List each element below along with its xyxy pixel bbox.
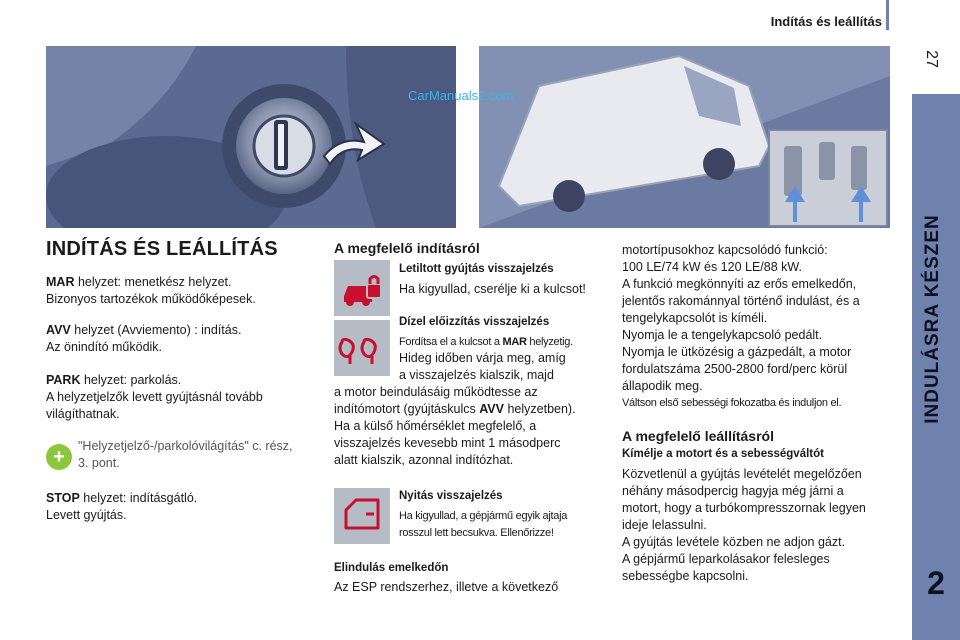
- chapter-tab-label: INDULÁSRA KÉSZEN: [922, 214, 943, 424]
- park-key: PARK: [46, 373, 81, 387]
- immobiliser-heading: Letiltott gyújtás visszajelzés: [399, 263, 554, 275]
- glow-plug-heading: Dízel előizzítás visszajelzés: [399, 316, 550, 328]
- mar-text2: Bizonyos tartozékok működőképesek.: [46, 292, 256, 306]
- glow-line1-key: MAR: [502, 336, 527, 348]
- glow-line5-c: helyzetben).: [503, 402, 576, 416]
- glow-line4: a motor beindulásáig működtesse az: [334, 385, 538, 399]
- right-line9: állapodik meg.: [622, 379, 703, 393]
- glow-line6: Ha a külső hőmérséklet megfelelő, a: [334, 419, 537, 433]
- info-line1: "Helyzetjelző-/parkolóvilágítás" c. rész,: [78, 439, 293, 453]
- stopping-section-title: A megfelelő leállításról: [622, 428, 774, 444]
- glow-line8: alatt kialszik, azonnal indítózhat.: [334, 453, 514, 467]
- right-line4: jelentős rakománnyal történő indulást, és a: [622, 294, 860, 308]
- mar-paragraph: [46, 274, 326, 308]
- stopping-subheading: Kímélje a motort és a sebességváltót: [622, 448, 824, 460]
- park-text: helyzet: parkolás.: [80, 373, 182, 387]
- door-line2: rosszul lett becsukva. Ellenőrizze!: [399, 527, 554, 539]
- right-line7: Nyomja le ütközésig a gázpedált, a motor: [622, 345, 852, 359]
- info-line2: 3. pont.: [78, 456, 120, 470]
- watermark: CarManuals2.com: [408, 88, 514, 103]
- hill-start-illustration: [479, 46, 890, 228]
- glow-line1-c: helyzetig.: [526, 336, 573, 348]
- plus-info-icon: +: [46, 444, 72, 470]
- stop-key: STOP: [46, 491, 80, 505]
- mar-text: helyzet: menetkész helyzet.: [74, 275, 232, 289]
- glow-line1: [399, 334, 573, 351]
- right-line3: A funkció megkönnyíti az erős emelkedőn,: [622, 277, 857, 291]
- door-heading: Nyitás visszajelzés: [399, 490, 503, 502]
- info-note: [46, 436, 326, 480]
- glow-line1-a: Fordítsa el a kulcsot a: [399, 336, 503, 348]
- right-line1: motortípusokhoz kapcsolódó funkció:: [622, 243, 828, 257]
- van-pedals-drawing: [479, 46, 890, 228]
- header-title: Indítás és leállítás: [770, 14, 882, 29]
- glow-line3: a visszajelzés kialszik, majd: [399, 368, 554, 382]
- avv-text2: Az önindító működik.: [46, 340, 163, 354]
- door-line1: Ha kigyullad, a gépjármű egyik ajtaja: [399, 510, 568, 522]
- stop-text: helyzet: indításgátló.: [79, 491, 198, 505]
- hill-start-heading: Elindulás emelkedőn: [334, 562, 449, 574]
- stop-line2: néhány másodpercig hagyja még járni a: [622, 484, 844, 498]
- chapter-side-tab: [912, 94, 960, 640]
- right-line2: 100 LE/74 kW és 120 LE/88 kW.: [622, 260, 802, 274]
- info-text: [78, 438, 328, 472]
- right-line6: Nyomja le a tengelykapcsoló pedált.: [622, 328, 823, 342]
- stop-text2: Levett gyújtás.: [46, 508, 127, 522]
- glow-line5-key: AVV: [479, 402, 504, 416]
- stop-line4: ideje lelassulni.: [622, 518, 707, 532]
- mar-key: MAR: [46, 275, 75, 289]
- ignition-drawing: [46, 46, 456, 228]
- glow-plug-warning-icon: [334, 320, 390, 376]
- stop-line5: A gyújtás levétele közben ne adjon gázt.: [622, 535, 846, 549]
- right-line10: Váltson első sebességi fokozatba és induljon el.: [622, 397, 842, 409]
- park-text2: A helyzetjelzők levett gyújtásnál tovább: [46, 390, 263, 404]
- page-number: 27: [923, 50, 940, 68]
- door-open-warning-icon: [334, 488, 390, 544]
- glow-line7: visszajelzés kevesebb mint 1 másodperc: [334, 436, 561, 450]
- glow-line5: [334, 401, 576, 418]
- page-title: INDÍTÁS ÉS LEÁLLÍTÁS: [46, 238, 278, 260]
- stop-line7: sebességbe kapcsolni.: [622, 569, 749, 583]
- stop-line6: A gépjármű leparkolásakor felesleges: [622, 552, 830, 566]
- ignition-illustration: [46, 46, 456, 228]
- immobiliser-warning-icon: [334, 260, 390, 316]
- glow-line5-a: indítómotort (gyújtáskulcs: [334, 402, 480, 416]
- right-line5: tengelykapcsolót is kíméli.: [622, 311, 768, 325]
- header-rule: [886, 0, 889, 30]
- immobiliser-text: Ha kigyullad, cserélje ki a kulcsot!: [399, 282, 586, 296]
- hill-start-text: Az ESP rendszerhez, illetve a következő: [334, 580, 559, 594]
- starting-section-title: A megfelelő indításról: [334, 240, 480, 256]
- glow-line2: Hideg időben várja meg, amíg: [399, 351, 566, 365]
- avv-text: helyzet (Avviemento) : indítás.: [70, 323, 242, 337]
- avv-paragraph: [46, 322, 326, 356]
- right-line8: fordulatszáma 2500-2800 ford/perc körül: [622, 362, 848, 376]
- chapter-number: 2: [927, 565, 945, 601]
- stop-line1: Közvetlenül a gyújtás levételét megelőzően: [622, 467, 862, 481]
- park-paragraph: [46, 372, 326, 423]
- stop-line3: motort, hogy a turbókompresszornak legyen: [622, 501, 866, 515]
- park-text3: világíthatnak.: [46, 407, 120, 421]
- stop-paragraph: [46, 490, 326, 524]
- avv-key: AVV: [46, 323, 71, 337]
